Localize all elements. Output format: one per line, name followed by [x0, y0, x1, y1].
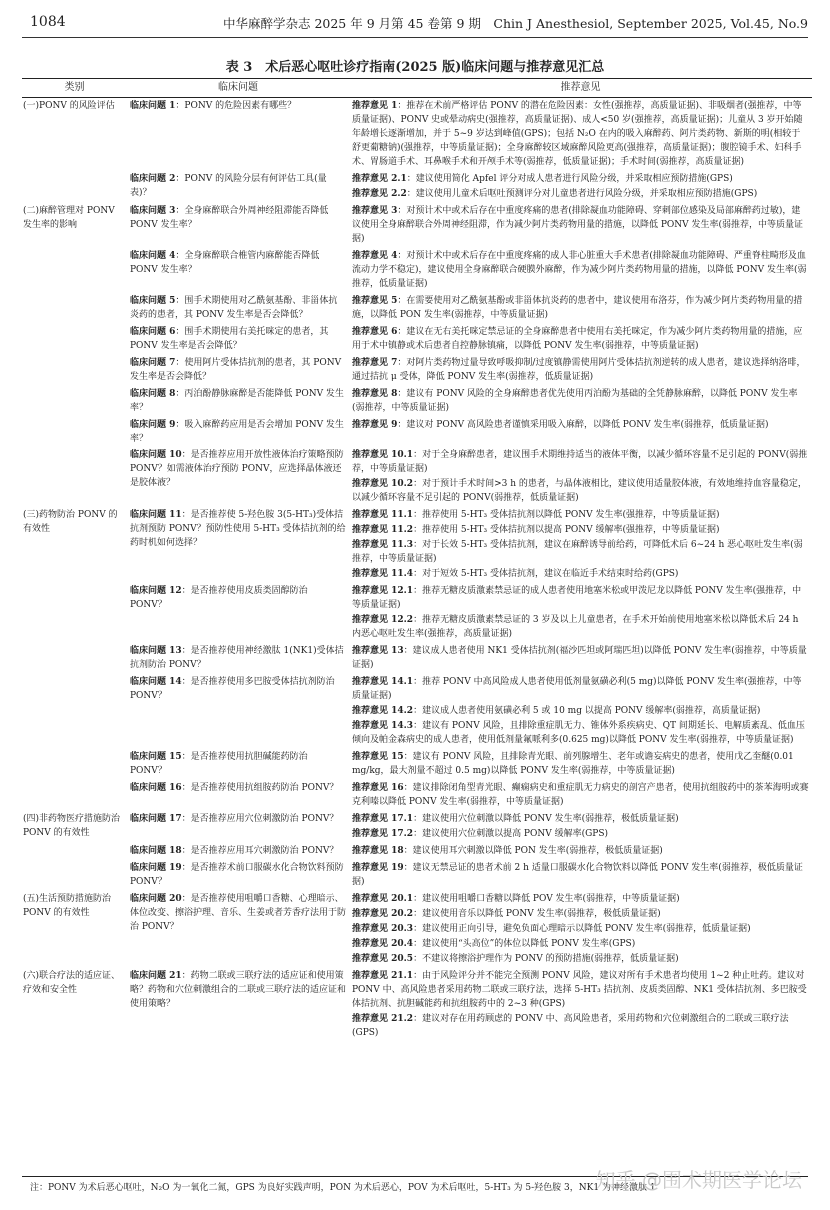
clinical-question-cell	[127, 171, 349, 203]
journal-title: 中华麻醉学杂志 2025 年 9 月第 45 卷第 9 期 Chin J Anesthesiol, September 2025, Vol.45, No.9	[222, 16, 808, 31]
recommendation-text: ：建议对 PONV 高风险患者谨慎采用吸入麻醉，以降低 PONV 发生率(弱推荐，低质量证据)	[397, 420, 769, 430]
category-cell: (五)生活预防措施防治 PONV 的有效性	[23, 894, 112, 918]
clinical-question-text: ：是否推荐应用穴位刺激防治 PONV？	[181, 814, 339, 824]
category-cell	[22, 447, 127, 507]
category-cell	[22, 293, 127, 324]
clinical-question-label: 临床问题 19	[130, 863, 182, 873]
recommendation-item	[352, 844, 809, 858]
recommendation-label: 推荐意见 10.2	[352, 479, 414, 489]
category-cell	[22, 780, 127, 811]
recommendation-item	[352, 781, 809, 809]
clinical-question-text: ：全身麻醉联合外周神经阻滞能否降低 PONV 发生率？	[130, 206, 329, 230]
clinical-question-cell	[127, 293, 349, 324]
recommendation-label: 推荐意见 17.1	[352, 814, 414, 824]
category-cell	[22, 643, 127, 674]
clinical-question-label: 临床问题 6	[130, 327, 176, 337]
clinical-question-cell	[127, 968, 349, 1042]
recommendation-label: 推荐意见 19	[352, 863, 404, 873]
recommendation-label: 推荐意见 13	[352, 646, 404, 656]
category-cell	[22, 324, 127, 355]
recommendation-text: ：对于全身麻醉患者，建议围手术期维持适当的液体平衡，以减少循环容量不足引起的 PONV(弱推荐，中等质量证据)	[352, 450, 808, 474]
recommendation-text: ：建议使用音乐以降低 PONV 发生率(弱推荐，极低质量证据)	[413, 909, 661, 919]
table-row	[22, 860, 812, 891]
recommendation-cell	[349, 171, 812, 203]
recommendation-label: 推荐意见 7	[352, 358, 398, 368]
recommendation-label: 推荐意见 11.3	[352, 540, 414, 550]
clinical-question-text: ：吸入麻醉药应用是否会增加 PONV 发生率？	[130, 420, 344, 444]
recommendation-text: ：建议有 PONV 风险，且排除重症肌无力、锥体外系疾病史、QT 间期延长、电解质紊乱、低血压倾向及帕金森病史的成人患者，使用低剂量氟哌利多(0.625 mg)以降低 PONV 发生率(弱推荐，中等质量证据)	[352, 721, 805, 745]
recommendation-item	[352, 861, 809, 889]
recommendation-cell	[349, 507, 812, 583]
recommendation-label: 推荐意见 1	[352, 101, 398, 111]
recommendation-text: ：建议使用耳穴刺激以降低 PON 发生率(弱推荐，极低质量证据)	[403, 846, 663, 856]
recommendation-label: 推荐意见 18	[352, 846, 404, 856]
recommendation-label: 推荐意见 20.1	[352, 894, 414, 904]
watermark-text: 知乎 @围术期医学论坛	[595, 1168, 802, 1192]
clinical-question-text: ：是否推荐使用抗组胺药防治 PONV？	[181, 783, 339, 793]
recommendation-cell	[349, 749, 812, 780]
table-row	[22, 171, 812, 203]
recommendation-text: ：推荐使用 5-HT₃ 受体拮抗剂以降低 PONV 发生率(强推荐，中等质量证据)	[413, 510, 720, 520]
table-row	[22, 643, 812, 674]
clinical-question-cell	[127, 447, 349, 507]
recommendation-text: ：由于风险评分并不能完全预测 PONV 风险，建议对所有手术患者均使用 1~2 种止吐药。建议对 PONV 中、高风险患者采用药物二联或三联疗法，选择 5-HT₃ 拮抗剂、皮质类固醇、NK1 受体拮抗剂、多巴胺受体拮抗剂、抗胆碱能药和抗组胺药中的 2~3 种(GPS)	[352, 971, 807, 1009]
clinical-question-text: ：是否推荐使用抗胆碱能药防治 PONV？	[130, 752, 308, 776]
recommendation-text: ：建议使用穴位刺激以降低 PONV 发生率(弱推荐，极低质量证据)	[413, 814, 679, 824]
clinical-question-cell	[127, 355, 349, 386]
category-cell	[22, 749, 127, 780]
recommendation-text: ：建议使用简化 Apfel 评分对成人患者进行风险分级，并采取相应预防措施(GPS)	[406, 174, 733, 184]
recommendation-item	[352, 387, 809, 415]
recommendation-item	[352, 922, 809, 936]
clinical-question-label: 临床问题 9	[130, 420, 176, 430]
recommendation-label: 推荐意见 20.4	[352, 939, 414, 949]
clinical-question-label: 临床问题 18	[130, 846, 182, 856]
recommendation-cell	[349, 203, 812, 248]
clinical-question-label: 临床问题 2	[130, 174, 176, 184]
recommendation-cell	[349, 447, 812, 507]
category-cell	[22, 583, 127, 643]
clinical-question-label: 临床问题 20	[130, 894, 182, 904]
category-cell: (六)联合疗法的适应证、疗效和安全性	[23, 971, 121, 995]
clinical-question-label: 临床问题 8	[130, 389, 176, 399]
recommendation-text: ：对阿片类药物过量导致呼吸抑制/过度镇静需使用阿片受体拮抗剂逆转的成人患者，建议选择纳洛啡，通过拮抗 μ 受体，降低 PONV 发生率(弱推荐，低质量证据)	[352, 358, 806, 382]
recommendation-label: 推荐意见 11.1	[352, 510, 414, 520]
recommendation-item	[352, 172, 809, 186]
clinical-question-cell	[127, 324, 349, 355]
recommendation-item	[352, 907, 809, 921]
recommendation-item	[352, 356, 809, 384]
clinical-question-text: ：是否推荐术前口服碳水化合物饮料预防 PONV？	[130, 863, 344, 887]
recommendation-label: 推荐意见 17.2	[352, 829, 414, 839]
recommendation-label: 推荐意见 10.1	[352, 450, 414, 460]
table-row	[22, 417, 812, 447]
recommendation-label: 推荐意见 15	[352, 752, 404, 762]
column-header-question: 临床问题	[127, 79, 349, 98]
recommendation-text: ：推荐无糖皮质激素禁忌证的成人患者使用地塞米松或甲泼尼龙以降低 PONV 发生率(强推荐，中等质量证据)	[352, 586, 802, 610]
clinical-question-label: 临床问题 13	[130, 646, 182, 656]
clinical-question-text: ：是否推荐使用咀嚼口香糖、心理暗示、体位改变、擦浴护理、音乐、生姜或者芳香疗法用于防治 PONV？	[130, 894, 347, 932]
recommendation-text: ：建议使用儿童术后呕吐预测评分对儿童患者进行风险分级，并采取相应预防措施(GPS)	[406, 189, 758, 199]
recommendation-text: ：建议有 PONV 风险的全身麻醉患者优先使用丙泊酚为基础的全凭静脉麻醉，以降低 PONV 发生率(弱推荐，中等质量证据)	[352, 389, 798, 413]
clinical-question-cell	[127, 248, 349, 293]
clinical-question-text: ：围手术期使用右美托咪定的患者，其 PONV 发生率是否会降低？	[130, 327, 329, 351]
category-cell	[22, 860, 127, 891]
recommendation-cell	[349, 843, 812, 860]
recommendation-text: ：建议无禁忌证的患者术前 2 h 适量口服碳水化合物饮料以降低 PONV 发生率(弱推荐，极低质量证据)	[352, 863, 803, 887]
clinical-question-cell	[127, 843, 349, 860]
recommendation-item	[352, 827, 809, 841]
recommendation-text: ：建议在无右美托咪定禁忌证的全身麻醉患者中使用右美托咪定，作为减少阿片类药物用量的措施，应用于术中镇静或术后患者自控静脉镇痛，以降低 PONV 发生率(弱推荐，中等质量证据)	[352, 327, 803, 351]
clinical-question-cell	[127, 98, 349, 172]
recommendation-text: ：建议使用穴位刺激以提高 PONV 缓解率(GPS)	[413, 829, 609, 839]
recommendation-item	[352, 448, 809, 476]
table-row	[22, 843, 812, 860]
recommendation-cell	[349, 860, 812, 891]
table-row	[22, 355, 812, 386]
recommendation-text: ：对于预计手术时间>3 h 的患者，与晶体液相比，建议使用适量胶体液，有效地维持血容量稳定，以减少循环容量不足引起的 PONV(弱推荐，低质量证据)	[352, 479, 807, 503]
column-header-recommendation: 推荐意见	[349, 79, 812, 98]
recommendation-item	[352, 294, 809, 322]
clinical-question-cell	[127, 203, 349, 248]
recommendation-item	[352, 812, 809, 826]
recommendation-text: ：在需要使用对乙酰氨基酚或非甾体抗炎药的患者中，建议使用布洛芬，作为减少阿片类药物用量的措施，以降低 PON 发生率(弱推荐，中等质量证据)	[352, 296, 803, 320]
header-rule	[22, 37, 808, 38]
recommendation-item	[352, 675, 809, 703]
recommendation-label: 推荐意见 20.3	[352, 924, 414, 934]
clinical-question-cell	[127, 583, 349, 643]
table-row	[22, 780, 812, 811]
table-header-row	[22, 79, 812, 98]
recommendation-text: ：推荐无糖皮质激素禁忌证的 3 岁及以上儿童患者，在手术开始前使用地塞米松以降低术后 24 h 内恶心呕吐发生率(强推荐，高质量证据)	[352, 615, 799, 639]
recommendation-label: 推荐意见 16	[352, 783, 404, 793]
recommendation-item	[352, 719, 809, 747]
recommendation-label: 推荐意见 21.2	[352, 1014, 414, 1024]
clinical-question-cell	[127, 891, 349, 968]
recommendation-item	[352, 418, 809, 432]
recommendation-label: 推荐意见 2.2	[352, 189, 407, 199]
recommendation-label: 推荐意见 14.1	[352, 677, 414, 687]
clinical-question-label: 临床问题 10	[130, 450, 182, 460]
category-cell: (四)非药物医疗措施防治 PONV 的有效性	[23, 814, 121, 838]
recommendation-cell	[349, 891, 812, 968]
recommendation-cell	[349, 674, 812, 749]
recommendation-cell	[349, 324, 812, 355]
recommendation-text: ：建议成人患者使用 NK1 受体拮抗剂(福沙匹坦或阿瑞匹坦)以降低 PONV 发生率(弱推荐，中等质量证据)	[352, 646, 807, 670]
clinical-question-label: 临床问题 16	[130, 783, 182, 793]
recommendation-text: ：建议排除闭角型青光眼、癫痫病史和重症肌无力病史的剖宫产患者，使用抗组胺药中的茶苯海明或赛克利嗪以降低 PONV 发生率(弱推荐，中等质量证据)	[352, 783, 809, 807]
clinical-question-label: 临床问题 5	[130, 296, 176, 306]
category-cell: (三)药物防治 PONV 的有效性	[23, 510, 118, 534]
category-cell: (二)麻醉管理对 PONV 发生率的影响	[23, 206, 115, 230]
recommendation-cell	[349, 248, 812, 293]
recommendation-item	[352, 538, 809, 566]
table-row	[22, 98, 812, 172]
category-cell	[22, 355, 127, 386]
recommendation-item	[352, 584, 809, 612]
clinical-question-text: ：丙泊酚静脉麻醉是否能降低 PONV 发生率？	[130, 389, 344, 413]
clinical-question-cell	[127, 674, 349, 749]
recommendation-text: ：对预计术中或术后存在中重度疼痛的患者(排除凝血功能障碍、穿刺部位感染及局部麻醉药过敏)，建议使用全身麻醉联合外周神经阻滞，作为减少阿片类药物用量的措施，以降低 PONV 发生率(弱推荐，中等质量证据)	[352, 206, 804, 244]
clinical-question-label: 临床问题 21	[130, 971, 182, 981]
recommendation-cell	[349, 583, 812, 643]
recommendation-label: 推荐意见 6	[352, 327, 398, 337]
column-header-category: 类别	[22, 79, 127, 98]
clinical-question-label: 临床问题 11	[130, 510, 182, 520]
clinical-question-label: 临床问题 1	[130, 101, 176, 111]
recommendation-text: ：建议对存在用药顾虑的 PONV 中、高风险患者，采用药物和穴位刺激组合的二联或三联疗法(GPS)	[352, 1014, 789, 1038]
clinical-question-label: 临床问题 12	[130, 586, 182, 596]
recommendation-table	[22, 78, 812, 1042]
recommendation-cell	[349, 355, 812, 386]
clinical-question-text: ：药物二联或三联疗法的适应证和使用策略？药物和穴位刺激组合的二联或三联疗法的适应证和使用策略？	[130, 971, 347, 1009]
recommendation-item	[352, 644, 809, 672]
clinical-question-cell	[127, 386, 349, 417]
recommendation-cell	[349, 293, 812, 324]
table-row	[22, 293, 812, 324]
category-cell	[22, 171, 127, 203]
recommendation-item	[352, 477, 809, 505]
category-cell	[22, 417, 127, 447]
table-footnote: 注：PONV 为术后恶心呕吐，N₂O 为一氧化二氮，GPS 为良好实践声明，PON 为术后恶心，POV 为术后呕吐，5-HT₃ 为 5-羟色胺 3，NK1 为神经激肽 1	[30, 1183, 656, 1193]
clinical-question-label: 临床问题 3	[130, 206, 176, 216]
table-row	[22, 968, 812, 1042]
recommendation-item	[352, 937, 809, 951]
page-header	[30, 14, 808, 34]
clinical-question-text: ：全身麻醉联合椎管内麻醉能否降低 PONV 发生率？	[130, 251, 320, 275]
clinical-question-label: 临床问题 4	[130, 251, 176, 261]
table-row	[22, 203, 812, 248]
category-cell	[22, 674, 127, 749]
clinical-question-label: 临床问题 14	[130, 677, 182, 687]
page-number: 1084	[30, 14, 66, 30]
recommendation-text: ：对于短效 5-HT₃ 受体拮抗剂，建议在临近手术结束时给药(GPS)	[413, 569, 679, 579]
table-row	[22, 386, 812, 417]
recommendation-label: 推荐意见 2.1	[352, 174, 407, 184]
recommendation-label: 推荐意见 14.3	[352, 721, 414, 731]
recommendation-item	[352, 508, 809, 522]
clinical-question-text: ：PONV 的危险因素有哪些？	[175, 101, 297, 111]
recommendation-item	[352, 567, 809, 581]
recommendation-label: 推荐意见 12.1	[352, 586, 414, 596]
recommendation-cell	[349, 386, 812, 417]
recommendation-cell	[349, 417, 812, 447]
recommendation-label: 推荐意见 11.4	[352, 569, 414, 579]
recommendation-label: 推荐意见 9	[352, 420, 398, 430]
recommendation-cell	[349, 98, 812, 172]
recommendation-item	[352, 613, 809, 641]
clinical-question-text: ：是否推荐使用多巴胺受体拮抗剂防治 PONV？	[130, 677, 335, 701]
clinical-question-text: ：是否推荐使 5-羟色胺 3(5-HT₃)受体拮抗剂预防 PONV？预防性使用 5-HT₃ 受体拮抗剂的给药时机如何选择？	[130, 510, 346, 548]
recommendation-text: ：建议使用咀嚼口香糖以降低 POV 发生率(弱推荐，中等质量证据)	[413, 894, 680, 904]
recommendation-label: 推荐意见 8	[352, 389, 398, 399]
recommendation-cell	[349, 780, 812, 811]
recommendation-item	[352, 969, 809, 1011]
table-row	[22, 749, 812, 780]
recommendation-item	[352, 1012, 809, 1040]
table-row	[22, 507, 812, 583]
clinical-question-cell	[127, 860, 349, 891]
table-row	[22, 811, 812, 843]
clinical-question-cell	[127, 507, 349, 583]
recommendation-label: 推荐意见 11.2	[352, 525, 414, 535]
clinical-question-text: ：围手术期使用对乙酰氨基酚、非甾体抗炎药的患者，其 PONV 发生率是否会降低？	[130, 296, 338, 320]
recommendation-text: ：建议有 PONV 风险，且排除青光眼、前列腺增生、老年或谵妄病史的患者，使用戊乙奎醚(0.01 mg/kg，最大剂量不超过 0.5 mg)以降低 PONV 发生率(弱推荐，中等质量证据)	[352, 752, 794, 776]
clinical-question-cell	[127, 811, 349, 843]
clinical-question-label: 临床问题 17	[130, 814, 182, 824]
recommendation-text: ：推荐 PONV 中高风险成人患者使用低剂量氨磺必利(5 mg)以降低 PONV 发生率(强推荐，中等质量证据)	[352, 677, 802, 701]
recommendation-text: ：建议使用正向引导，避免负面心理暗示以降低 PONV 发生率(弱推荐，低质量证据)	[413, 924, 751, 934]
table-caption: 表 3 术后恶心呕吐诊疗指南(2025 版)临床问题与推荐意见汇总	[225, 60, 605, 75]
recommendation-label: 推荐意见 3	[352, 206, 398, 216]
clinical-question-cell	[127, 780, 349, 811]
recommendation-label: 推荐意见 21.1	[352, 971, 414, 981]
recommendation-label: 推荐意见 14.2	[352, 706, 414, 716]
recommendation-text: ：建议成人患者使用氨磺必利 5 或 10 mg 以提高 PONV 缓解率(弱推荐，高质量证据)	[413, 706, 761, 716]
clinical-question-cell	[127, 749, 349, 780]
recommendation-item	[352, 99, 809, 169]
recommendation-item	[352, 325, 809, 353]
category-cell	[22, 248, 127, 293]
recommendation-item	[352, 892, 809, 906]
recommendation-item	[352, 204, 809, 246]
category-cell	[22, 386, 127, 417]
recommendation-text: ：不建议将擦浴护理作为 PONV 的预防措施(弱推荐，低质量证据)	[413, 954, 679, 964]
recommendation-cell	[349, 643, 812, 674]
recommendation-item	[352, 187, 809, 201]
clinical-question-text: ：是否推荐应用耳穴刺激防治 PONV？	[181, 846, 339, 856]
recommendation-text: ：推荐在术前严格评估 PONV 的潜在危险因素：女性(强推荐，高质量证据)、非吸烟者(强推荐，中等质量证据)、PONV 史或晕动病史(强推荐，高质量证据)、成人<50 岁(强推荐，高质量证据)；儿童从 3 岁开始随年龄增长逐渐增加，并于 5~9 岁达到峰值(GPS)；包括 N₂O 在内的吸入麻醉药、阿片类药物、新斯的明(相较于舒更葡糖钠)(强推荐，中等质量证据)；全身麻醉较区域麻醉风险更高(强推荐，高质量证据)；腹腔镜手术、妇科手术、胃肠道手术、耳鼻喉手术和开颅手术等(弱推荐，低质量证据)；手术时间(弱推荐，高质量证据)	[352, 101, 803, 167]
clinical-question-text: ：PONV 的风险分层有何评估工具(量表)？	[130, 174, 327, 198]
clinical-question-text: ：是否推荐使用神经激肽 1(NK1)受体拮抗剂防治 PONV？	[130, 646, 344, 670]
recommendation-label: 推荐意见 12.2	[352, 615, 414, 625]
recommendation-cell	[349, 968, 812, 1042]
clinical-question-text: ：是否推荐应用开放性液体治疗策略预防 PONV？如需液体治疗预防 PONV，应选择晶体液还是胶体液？	[130, 450, 344, 488]
clinical-question-label: 临床问题 15	[130, 752, 182, 762]
recommendation-item	[352, 952, 809, 966]
category-cell: (一)PONV 的风险评估	[23, 101, 115, 111]
clinical-question-cell	[127, 417, 349, 447]
recommendation-item	[352, 523, 809, 537]
recommendation-item	[352, 704, 809, 718]
recommendation-text: ：建议使用“头高位”的体位以降低 PONV 发生率(GPS)	[413, 939, 636, 949]
recommendation-item	[352, 750, 809, 778]
recommendation-label: 推荐意见 20.5	[352, 954, 414, 964]
recommendation-label: 推荐意见 5	[352, 296, 398, 306]
table-row	[22, 583, 812, 643]
table-row	[22, 674, 812, 749]
recommendation-cell	[349, 811, 812, 843]
clinical-question-text: ：是否推荐使用皮质类固醇防治 PONV？	[130, 586, 308, 610]
recommendation-item	[352, 249, 809, 291]
recommendation-text: ：对预计术中或术后存在中重度疼痛的成人非心脏重大手术患者(排除凝血功能障碍、严重脊柱畸形及血流动力学不稳定)，建议使用全身麻醉联合硬膜外麻醉，作为减少阿片类药物用量的措施，以降低 PONV 发生率(弱推荐，低质量证据)	[352, 251, 807, 289]
recommendation-label: 推荐意见 4	[352, 251, 398, 261]
clinical-question-label: 临床问题 7	[130, 358, 176, 368]
recommendation-text: ：推荐使用 5-HT₃ 受体拮抗剂以提高 PONV 缓解率(强推荐，中等质量证据)	[413, 525, 720, 535]
clinical-question-cell	[127, 643, 349, 674]
recommendation-label: 推荐意见 20.2	[352, 909, 414, 919]
table-row	[22, 447, 812, 507]
category-cell	[22, 843, 127, 860]
table-row	[22, 324, 812, 355]
clinical-question-text: ：使用阿片受体拮抗剂的患者，其 PONV 发生率是否会降低？	[130, 358, 342, 382]
table-row	[22, 891, 812, 968]
recommendation-text: ：对于长效 5-HT₃ 受体拮抗剂，建议在麻醉诱导前给药，可降低术后 6~24 h 恶心呕吐发生率(弱推荐，中等质量证据)	[352, 540, 803, 564]
table-row	[22, 248, 812, 293]
